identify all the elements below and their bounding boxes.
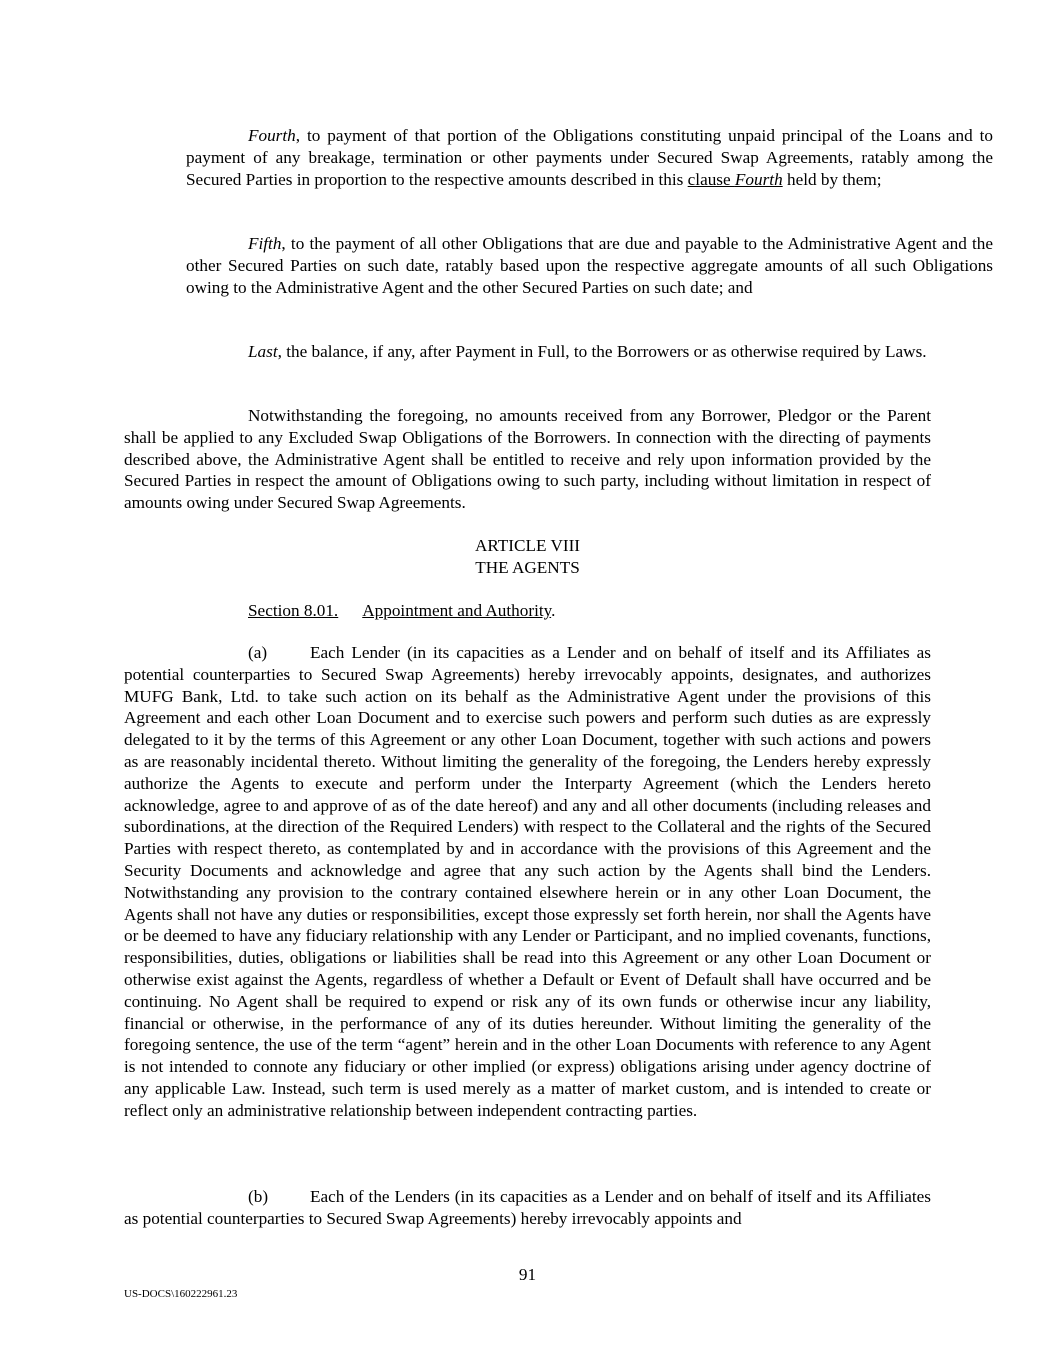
clause-fourth (124, 125, 993, 190)
clause-label: Fifth (248, 234, 282, 253)
article-heading (124, 535, 931, 579)
clause-text: , to the payment of all other Obligations that are due and payable to the Administrative Agent and the other Secured Parties on such date, ratably based upon the respective aggregate amounts of all such Obligations owing to the Administrative Agent and the other Secured Parties on such date; and (186, 234, 993, 297)
notwithstanding-paragraph: Notwithstanding the foregoing, no amounts received from any Borrower, Pledgor or the Parent shall be applied to any Excluded Swap Obligations of the Borrowers. In connection with the directing of payments described above, the Administrative Agent shall be entitled to receive and rely upon information provided by the Secured Parties in respect the amount of Obligations owing to such party, including without limitation in respect of amounts owing under Secured Swap Agreements. (124, 406, 931, 513)
paragraph-a (124, 642, 931, 1122)
clause-label: Last (248, 342, 278, 361)
section-heading: Section 8.01. Appointment and Authority. (248, 601, 556, 620)
paragraph-b (124, 1186, 931, 1230)
clause-fifth (124, 233, 993, 298)
section-number: Section 8.01. (248, 601, 339, 620)
clause-text: , to payment of that portion of the Obligations constituting unpaid principal of the Loans and to payment of any breakage, termination or other payments under Secured Swap Agreements, ratably among the Secured Parties in proportion to the respective amounts described in this (186, 126, 993, 189)
section-title: Appointment and Authority (362, 601, 552, 620)
article-title: THE AGENTS (475, 557, 580, 577)
clause-last (124, 341, 993, 363)
page-number: 91 (518, 1265, 537, 1284)
clause-reference: clause Fourth (687, 169, 783, 189)
paragraph-label: (b) (248, 1187, 269, 1206)
paragraph-label: (a) (248, 643, 268, 662)
clause-text-end: held by them; (782, 169, 882, 189)
clause-text: , the balance, if any, after Payment in Full, to the Borrowers or as otherwise required by Laws. (277, 342, 927, 361)
paragraph-text: Each Lender (in its capacities as a Lender and on behalf of itself and its Affiliates as potential counterparties to Secured Swap Agreements) hereby irrevocably appoints, designates, and authorizes MUFG Bank, Ltd. to take such action on its behalf as the Administrative Agent under the provisions of this Agreement and each other Loan Document and to exercise such powers and perform such duties as are expressly delegated to it by the terms of this Agreement or any other Loan Document, together with such actions and powers as are reasonably incidental thereto. Without limiting the generality of the foregoing, the Lenders hereby expressly authorize the Agents to execute and perform under the Interparty Agreement (which the Lenders hereto acknowledge, agree to and approve of as of the date hereof) and any and all other documents (including releases and subordinations, at the direction of the Required Lenders) with respect to the Collateral and the rights of the Secured Parties with respect thereto, as contemplated by and in accordance with the provisions of this Agreement and the Security Documents and acknowledge and agree that any such action by the Agents shall bind the Lenders. Notwithstanding any provision to the contrary contained elsewhere herein or in any other Loan Document, the Agents shall not have any duties or responsibilities, except those expressly set forth herein, nor shall the Agents have or be deemed to have any fiduciary relationship with any Lender or Participant, and no implied covenants, functions, responsibilities, duties, obligations or liabilities shall be read into this Agreement or any other Loan Document or otherwise exist against the Agents, regardless of whether a Default or Event of Default shall have occurred and be continuing. No Agent shall be required to expend or risk any of its own funds or otherwise incur any liability, financial or otherwise, in the performance of any of its duties hereunder. Without limiting the generality of the foregoing sentence, the use of the term “agent” herein and in the other Loan Documents with reference to any Agent is not intended to connote any fiduciary or other implied (or express) obligations arising under agency doctrine of any applicable Law. Instead, such term is used merely as a matter of market custom, and is intended to create or reflect only an administrative relationship between independent contracting parties. (124, 643, 931, 1120)
clause-label: Fourth (248, 126, 296, 145)
document-id: US-DOCS\160222961.23 (124, 1288, 238, 1300)
paragraph-text: Each of the Lenders (in its capacities as a Lender and on behalf of itself and its Affiliates as potential counterparties to Secured Swap Agreements) hereby irrevocably appoints and (124, 1187, 931, 1228)
article-number: ARTICLE VIII (474, 536, 581, 555)
